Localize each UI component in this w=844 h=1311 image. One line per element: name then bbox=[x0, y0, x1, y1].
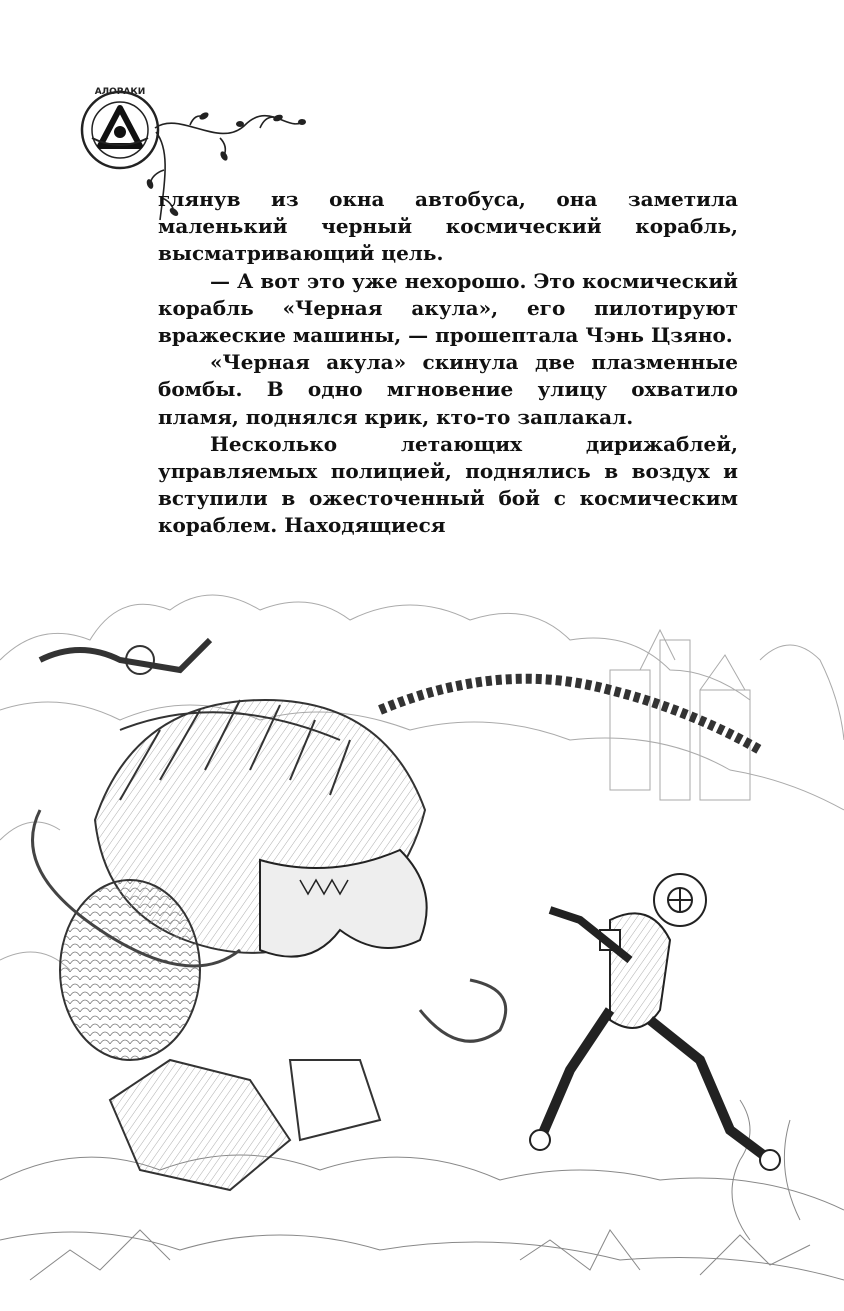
paragraph: «Черная акула» скинула две плазменные бомбы. В одно мгновение улицу охватило пламя, поднялся крик, кто-то заплакал. bbox=[158, 350, 738, 429]
seal-emblem bbox=[82, 87, 158, 168]
paragraph: Несколько летающих дирижаблей, управляемых полицией, поднялись в воздух и вступили в ожесточенный бой с космическим кораблем. Находящиеся bbox=[158, 431, 738, 538]
body-text bbox=[158, 186, 738, 540]
armored-creature bbox=[33, 640, 761, 1190]
seal-text: АЛОРАКИ bbox=[94, 87, 146, 97]
paragraph: — А вот это уже нехорошо. Это космический корабль «Черная акула», его пилотируют вражеские машины, — прошептала Чэнь Цзяно. bbox=[158, 268, 738, 348]
battle-illustration bbox=[0, 540, 844, 1311]
paragraph: глянув из окна автобуса, она заметила маленький черный космический корабль, высматривающий цель. bbox=[158, 187, 738, 266]
humanoid-robot bbox=[530, 874, 780, 1170]
